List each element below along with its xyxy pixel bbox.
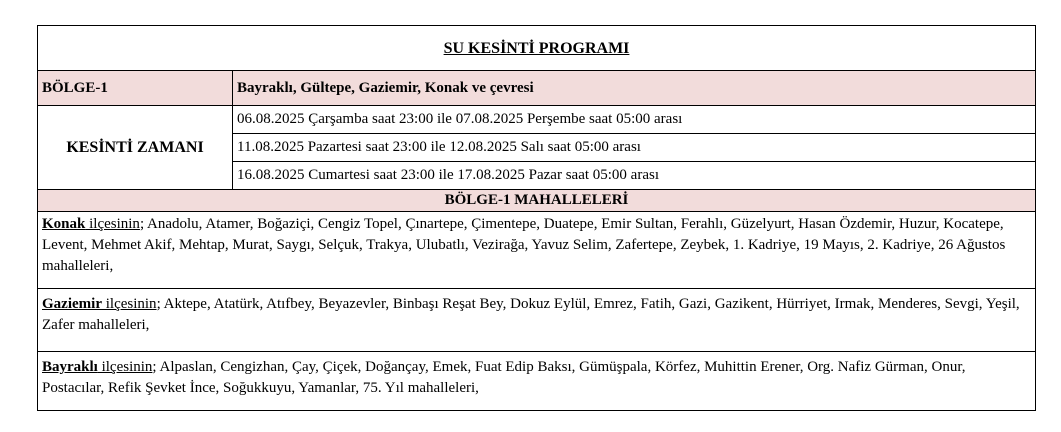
region-row bbox=[38, 71, 1036, 106]
district-gaziemir-list: ; Aktepe, Atatürk, Atıfbey, Beyazevler, Binbaşı Reşat Bey, Dokuz Eylül, Emrez, Fatih, Gazi, Gazikent, Hürriyet, Irmak, Menderes, Sevgi, Yeşil, Zafer mahalleleri, bbox=[42, 296, 1020, 333]
district-gaziemir bbox=[38, 289, 1036, 352]
district-bayrakli-name: Bayraklı bbox=[42, 359, 98, 375]
district-bayrakli-label bbox=[42, 359, 152, 375]
district-bayrakli-suffix: ilçesinin bbox=[97, 359, 153, 375]
district-bayrakli bbox=[38, 352, 1036, 411]
district-konak-label bbox=[42, 216, 140, 232]
district-bayrakli-list: ; Alpaslan, Cengizhan, Çay, Çiçek, Doğançay, Emek, Fuat Edip Baksı, Gümüşpala, Körfez, Muhittin Erener, Org. Nafiz Gürman, Onur, Postacılar, Refik Şevket İnce, Soğukkuyu, Yamanlar, 75. Yıl mahalleleri, bbox=[42, 359, 966, 396]
region-areas: Bayraklı, Gültepe, Gaziemir, Konak ve çevresi bbox=[233, 71, 1036, 106]
region-label: BÖLGE-1 bbox=[38, 71, 233, 106]
district-row-bayrakli bbox=[38, 352, 1036, 411]
district-konak bbox=[38, 212, 1036, 289]
water-outage-table bbox=[37, 25, 1036, 411]
schedule-slot-3: 16.08.2025 Cumartesi saat 23:00 ile 17.08.2025 Pazar saat 05:00 arası bbox=[233, 162, 1036, 190]
schedule-slot-1: 06.08.2025 Çarşamba saat 23:00 ile 07.08.2025 Perşembe saat 05:00 arası bbox=[233, 106, 1036, 134]
district-konak-suffix: ilçesinin bbox=[85, 216, 140, 232]
district-gaziemir-name: Gaziemir bbox=[42, 296, 102, 312]
district-konak-name: Konak bbox=[42, 216, 86, 232]
title-cell bbox=[38, 26, 1036, 71]
neighborhoods-header-row bbox=[38, 190, 1036, 212]
district-gaziemir-label bbox=[42, 296, 157, 312]
schedule-row-1 bbox=[38, 106, 1036, 134]
schedule-label: KESİNTİ ZAMANI bbox=[38, 106, 233, 190]
district-row-konak bbox=[38, 212, 1036, 289]
district-row-gaziemir bbox=[38, 289, 1036, 352]
neighborhoods-header: BÖLGE-1 MAHALLELERİ bbox=[38, 190, 1036, 212]
page-title: SU KESİNTİ PROGRAMI bbox=[443, 39, 630, 57]
district-konak-list: ; Anadolu, Atamer, Boğaziçi, Cengiz Topel, Çınartepe, Çimentepe, Duatepe, Emir Sultan, Ferahlı, Güzelyurt, Hasan Özdemir, Huzur, Kocatepe, Levent, Mehmet Akif, Mehtap, Murat, Saygı, Selçuk, Trakya, Ulubatlı, Vezirağa, Yavuz Selim, Zafertepe, Zeybek, 1. Kadriye, 19 Mayıs, 2. Kadriye, 26 Ağustos mahalleleri, bbox=[42, 216, 1006, 274]
schedule-slot-2: 11.08.2025 Pazartesi saat 23:00 ile 12.08.2025 Salı saat 05:00 arası bbox=[233, 134, 1036, 162]
title-row bbox=[38, 26, 1036, 71]
district-gaziemir-suffix: ilçesinin bbox=[101, 296, 157, 312]
